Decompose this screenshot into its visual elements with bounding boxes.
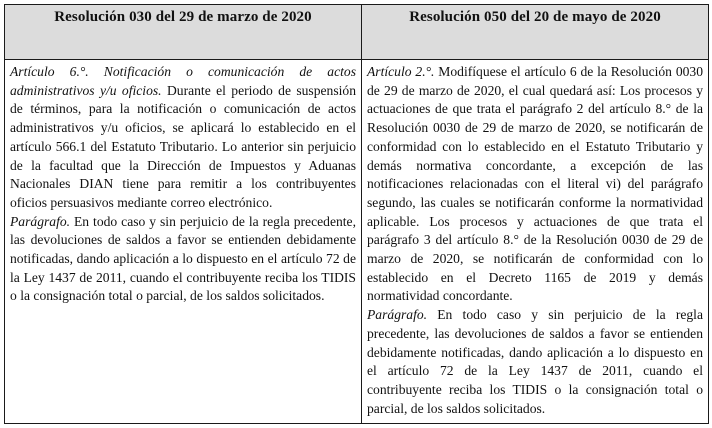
header-resolucion-050: Resolución 050 del 20 de mayo de 2020	[362, 5, 709, 60]
header-resolucion-030: Resolución 030 del 29 de marzo de 2020	[5, 5, 362, 60]
right-paragraph-articulo	[367, 63, 703, 306]
right-paragrafo-body: En todo caso y sin perjuicio de la regla precedente, las devoluciones de saldos a favor se entienden debidamente notificadas, dando aplicación a lo dispuesto en el artículo 72 de la Ley 1437 de 2011, cuando el contribuyente reciba los TIDIS o la consignación total o parcial, de los saldos solicitados.	[367, 307, 703, 416]
cell-resolucion-050	[362, 60, 709, 424]
left-articulo-body: Durante el periodo de suspensión de términos, para la notificación o comunicación de actos administrativos y/u oficios, se aplicará lo establecido en el artículo 566.1 del Estatuto Tributario. Lo anterior sin perjuicio de la facultad que la Dirección de Impuestos y Aduanas Nacionales DIAN tiene para remitir a los contribuyentes oficios persuasivos mediante correo electrónico.	[10, 82, 357, 210]
right-cell-text	[362, 60, 708, 420]
left-paragrafo-heading: Parágrafo.	[10, 213, 71, 229]
right-paragrafo-heading: Parágrafo.	[367, 307, 428, 323]
header-row	[5, 5, 709, 60]
right-articulo-heading: Artículo 2.°.	[367, 64, 435, 79]
left-paragraph-paragrafo	[10, 213, 356, 307]
left-paragraph-articulo	[10, 63, 356, 213]
cell-resolucion-030	[5, 60, 362, 424]
comparison-table	[4, 4, 709, 424]
left-paragrafo-body: En todo caso y sin perjuicio de la regla precedente, las devoluciones de saldos a favor se entienden debidamente notificadas, dando aplicación a lo dispuesto en el artículo 72 de la Ley 1437 de 2011, cuando el contribuyente reciba los TIDIS o la consignación total o parcial, de los saldos solicitados.	[10, 213, 356, 304]
content-row	[5, 60, 709, 424]
right-paragraph-paragrafo	[367, 306, 703, 418]
left-articulo-heading: Artículo 6.°. Notificación o comunicación de actos administrativos y/u oficios.	[10, 64, 356, 98]
left-cell-text	[5, 60, 361, 308]
right-articulo-body: Modifíquese el artículo 6 de la Resolución 0030 de 29 de marzo de 2020, el cual quedará así: Los procesos y actuaciones de que trata el parágrafo 2 del artículo 8.° de la Resolución 0030 de 29 de marzo de 2020, se notificarán de conformidad con lo establecido en el Estatuto Tributario y demás normativa concordante, a excepción de las notificaciones relacionadas con el literal vi) del parágrafo segundo, las cuales se notificarán conforme la normatividad aplicable. Los procesos y actuaciones de que trata el parágrafo 3 del artículo 8.° de la Resolución 0030 de 29 de marzo de 2020, se notificarán de conformidad con lo establecido en el Decreto 1165 de 2019 y demás normatividad concordante.	[367, 64, 704, 304]
